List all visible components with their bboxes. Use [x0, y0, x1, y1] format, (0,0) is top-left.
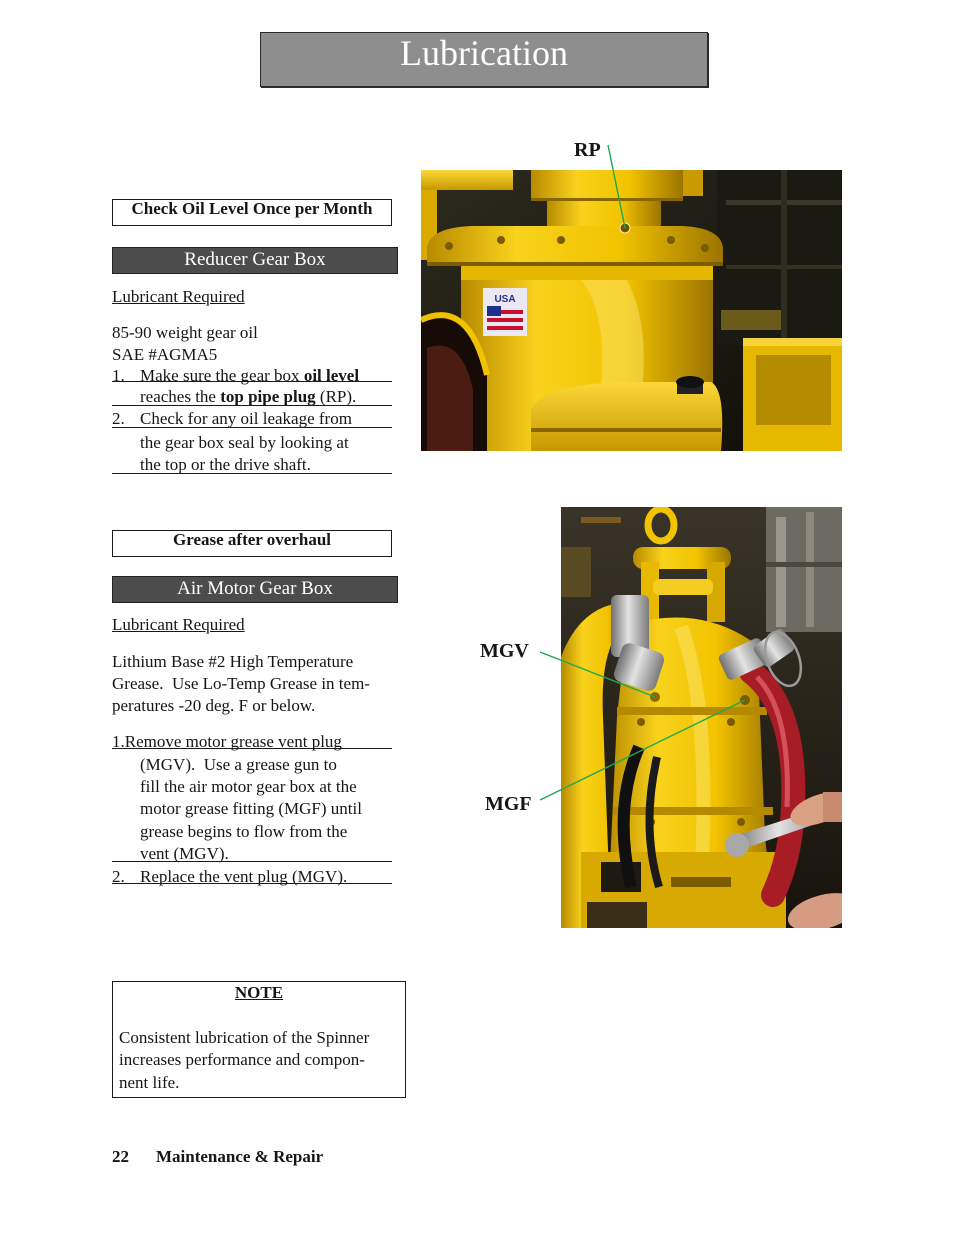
oil-fill-knob: [676, 376, 704, 394]
grease-step-1-line: motor grease fitting (MGF) until: [140, 799, 362, 818]
grease-step-2-number: 2.: [112, 867, 125, 886]
step-text: reaches the: [140, 387, 221, 406]
yellow-equipment: [743, 338, 842, 451]
grease-lubricant-line: peratures -20 deg. F or below.: [112, 696, 316, 715]
step-emphasis: oil level: [303, 366, 360, 385]
oil-step-2-line: the top or the drive shaft.: [140, 455, 311, 474]
usa-sticker: [483, 288, 527, 336]
grease-step-1-line: grease begins to flow from the: [140, 822, 348, 841]
row-rule: [112, 381, 392, 382]
grease-lubricant-heading: Lubricant Required: [112, 615, 245, 634]
grease-lubricant-line: Grease. Use Lo-Temp Grease in tem-: [112, 674, 370, 693]
row-rule: [112, 861, 392, 862]
sticker-text: USA: [494, 294, 516, 305]
workshop-background: [717, 170, 842, 345]
page-title: Lubrication: [400, 33, 568, 73]
grease-step-1-line: (MGV). Use a grease gun to: [140, 755, 337, 774]
page-number: 22: [112, 1147, 129, 1166]
spinner-base: [581, 852, 786, 928]
reducer-gear-box-photo: [421, 170, 842, 451]
row-rule: [112, 427, 392, 428]
oil-step-2-number: 2.: [112, 409, 125, 428]
step-text: (RP).: [315, 387, 357, 406]
oil-step-2-line: Check for any oil leakage from: [140, 409, 352, 428]
grease-lubricant-line: Lithium Base #2 High Temperature: [112, 652, 354, 671]
grease-step-2-text: Replace the vent plug (MGV).: [140, 867, 348, 886]
oil-step-2-line: the gear box seal by looking at: [140, 433, 349, 452]
oil-step-1-line-1: [140, 365, 359, 387]
grease-vent-plug: [650, 692, 660, 702]
grease-fitting: [740, 695, 750, 705]
air-motor-gear-box-header: Air Motor Gear Box: [112, 576, 398, 603]
mounting-flange: [427, 226, 723, 266]
note-line: increases performance and compon-: [119, 1050, 365, 1069]
note-box: [112, 981, 406, 1098]
grease-step-1-first-line: 1.Remove motor grease vent plug: [112, 732, 342, 751]
note-heading: NOTE: [234, 983, 284, 1002]
oil-lubricant-heading: Lubricant Required: [112, 287, 245, 306]
grease-frequency-box: Grease after overhaul: [112, 530, 392, 557]
reducer-gear-box-header: Reducer Gear Box: [112, 247, 398, 274]
row-rule: [112, 748, 392, 749]
footer-section-title: Maintenance & Repair: [156, 1147, 324, 1166]
oil-lubricant-line: SAE #AGMA5: [112, 345, 218, 364]
top-pipe-plug: [620, 223, 630, 233]
oil-lubricant-line: 85-90 weight gear oil: [112, 323, 258, 342]
step-emphasis: top pipe plug: [220, 387, 316, 406]
oil-step-1-number: 1.: [112, 366, 125, 385]
rp-callout-label: RP: [574, 139, 601, 161]
mgf-callout-label: MGF: [485, 793, 532, 815]
oil-frequency-box: Check Oil Level Once per Month: [112, 199, 392, 226]
page-title-banner: [260, 32, 708, 87]
row-rule: [112, 473, 392, 474]
row-rule: [112, 405, 392, 406]
note-line: Consistent lubrication of the Spinner: [119, 1028, 370, 1047]
note-line: nent life.: [119, 1073, 180, 1092]
mgv-callout-label: MGV: [480, 640, 529, 662]
grease-step-1-line: vent (MGV).: [140, 844, 229, 863]
row-rule: [112, 883, 392, 884]
air-motor-gear-box-photo: [561, 507, 842, 928]
step-text: Make sure the gear box: [140, 366, 304, 385]
grease-step-1-line: fill the air motor gear box at the: [140, 777, 357, 796]
